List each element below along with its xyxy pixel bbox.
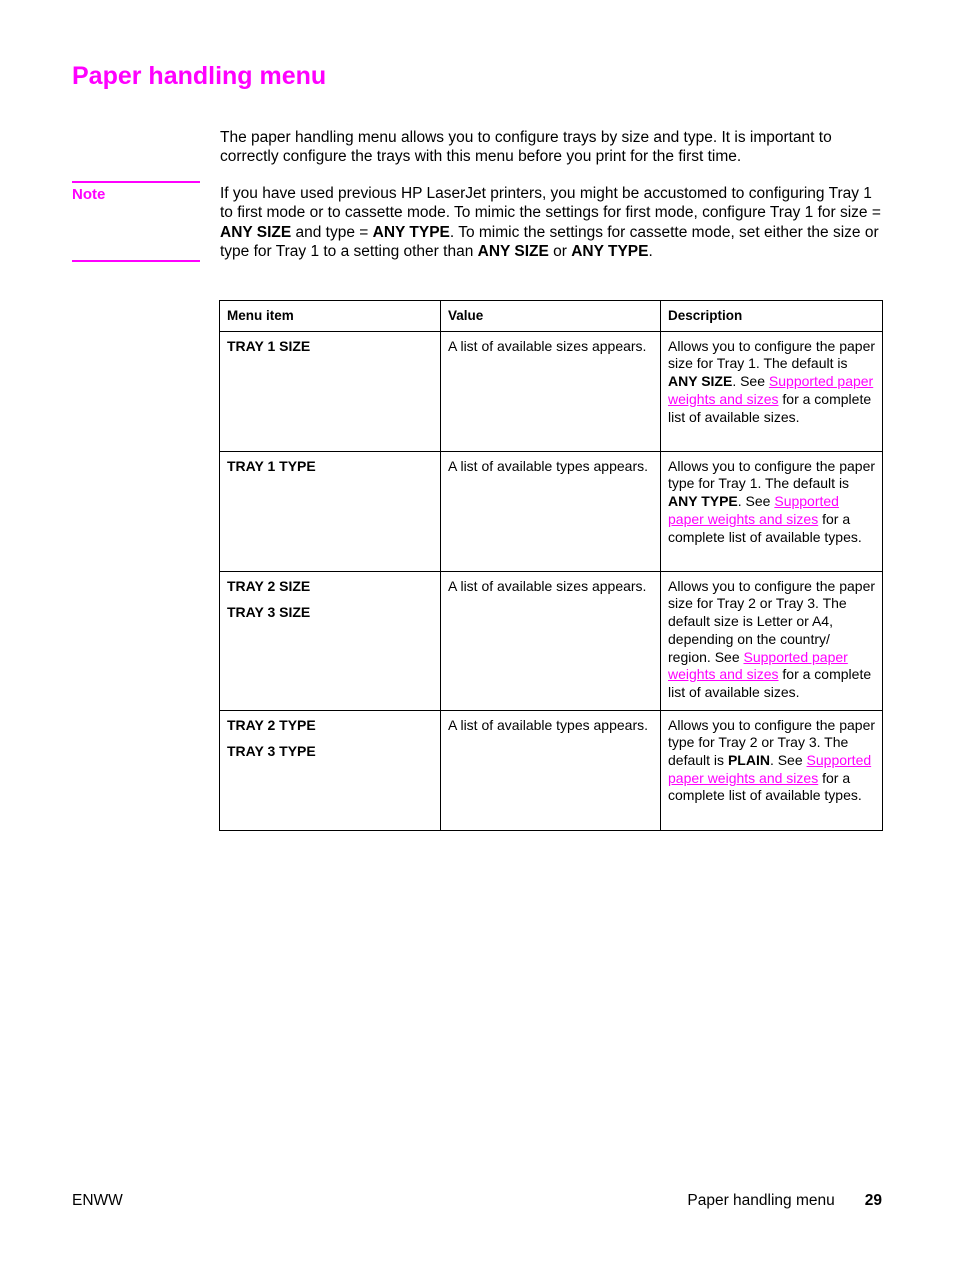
table-header-row [220, 301, 883, 332]
menu-item-cell [220, 451, 441, 571]
note-text-part: and type = [291, 223, 373, 241]
table-row [220, 710, 883, 830]
note-text-part: . To mimic the settings for cassette mode, set either the size or type for Tray 1 to a setting other than [220, 223, 879, 260]
note-label: Note [72, 186, 106, 203]
note-bold-any-size: ANY SIZE [477, 242, 549, 260]
description-text: . See [737, 493, 775, 510]
menu-item-name: TRAY 1 TYPE [227, 457, 316, 474]
description-text: for a complete list of available sizes. [668, 666, 872, 700]
default-value: ANY SIZE [668, 373, 733, 390]
note-text-part: If you have used previous HP LaserJet printers, you might be accustomed to configuring Tray 1 to first mode or to cassette mode. To mimic the settings for first mode, configure Tray 1 for size = [220, 185, 881, 222]
table-row [220, 571, 883, 710]
menu-item-name: TRAY 2 TYPE [227, 716, 316, 733]
note-bold-any-type: ANY TYPE [571, 242, 649, 260]
menu-item-name: TRAY 3 TYPE [227, 743, 316, 760]
menu-item-cell [220, 571, 441, 710]
column-header-menu-item: Menu item [220, 301, 441, 332]
note-rule-top [72, 181, 200, 183]
note-text-part: or [548, 242, 572, 260]
menu-item-name: TRAY 2 SIZE [227, 577, 311, 594]
note-rule-bottom [72, 260, 200, 262]
supported-paper-link[interactable]: Supported paper weights and sizes [668, 752, 872, 786]
description-text: . See [732, 373, 769, 390]
description-text: Allows you to configure the paper type for Tray 1. The default is [668, 457, 876, 492]
table-row [220, 331, 883, 451]
note-bold-any-size: ANY SIZE [220, 223, 292, 241]
description-text: . See [769, 752, 807, 769]
menu-item-name: TRAY 3 SIZE [227, 604, 311, 621]
description-text: Allows you to configure the paper size for Tray 1. The default is [668, 337, 876, 372]
description-text: for a complete list of available sizes. [668, 390, 872, 425]
description-cell [661, 331, 883, 451]
paper-handling-table [219, 300, 883, 831]
column-header-value: Value [441, 301, 661, 332]
description-text: for a complete list of available types. [668, 769, 862, 804]
description-cell [661, 571, 883, 710]
note-text-part: . [648, 242, 653, 260]
menu-item-name: TRAY 1 SIZE [227, 337, 311, 354]
column-header-description: Description [661, 301, 883, 332]
supported-paper-link[interactable]: Supported paper weights and sizes [668, 648, 848, 683]
value-cell: A list of available types appears. [441, 710, 661, 830]
supported-paper-link[interactable]: Supported paper weights and sizes [668, 373, 874, 407]
description-text: Allows you to configure the paper size for Tray 2 or Tray 3. The default size is Letter or A4, depending on the country/ region. See [668, 577, 876, 665]
value-cell: A list of available types appears. [441, 451, 661, 571]
description-text: Allows you to configure the paper type for Tray 2 or Tray 3. The default is [668, 716, 876, 769]
description-cell [661, 710, 883, 830]
value-cell: A list of available sizes appears. [441, 571, 661, 710]
footer-left: ENWW [72, 1192, 123, 1209]
supported-paper-link[interactable]: Supported paper weights and sizes [668, 493, 839, 527]
default-value: PLAIN [727, 752, 770, 769]
note-bold-any-type: ANY TYPE [372, 223, 450, 241]
default-value: ANY TYPE [668, 493, 738, 510]
menu-item-cell [220, 710, 441, 830]
value-cell: A list of available sizes appears. [441, 331, 661, 451]
description-cell [661, 451, 883, 571]
footer-right [687, 1192, 882, 1210]
page-title: Paper handling menu [72, 62, 327, 90]
menu-item-cell [220, 331, 441, 451]
note-text [220, 184, 885, 261]
description-text: for a complete list of available types. [668, 510, 862, 545]
page-number: 29 [864, 1192, 882, 1209]
intro-paragraph: The paper handling menu allows you to configure trays by size and type. It is important to correctly configure the trays with this menu before you print for the first time. [220, 129, 832, 165]
table-row [220, 451, 883, 571]
footer-section-title: Paper handling menu [687, 1192, 835, 1209]
